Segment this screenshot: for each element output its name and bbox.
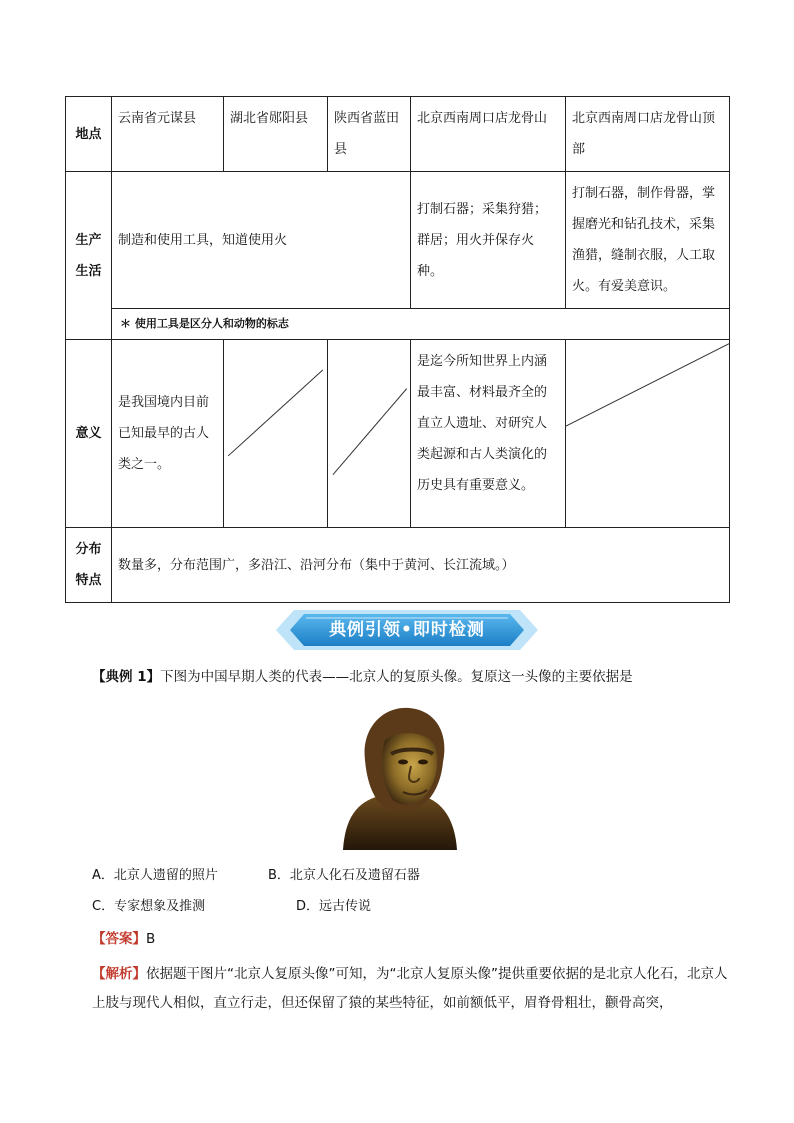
banner-title: 典例引领•即时检测 <box>329 620 485 640</box>
significance-row <box>66 340 730 528</box>
option-c: C．专家想象及推测 <box>92 899 206 914</box>
answer-value: B <box>146 931 156 947</box>
location-header: 地点 <box>66 97 112 172</box>
answer-tag: 【答案】 <box>92 931 146 947</box>
location-upper-cave: 北京西南周口店龙骨山顶部 <box>566 97 730 172</box>
tool-use-note: ＊ 使用工具是区分人和动物的标志 <box>112 309 730 340</box>
question-tag: 【典例 1】 <box>92 669 161 685</box>
location-zhoukoudian: 北京西南周口店龙骨山 <box>411 97 566 172</box>
early-humans-table <box>65 96 730 603</box>
location-lantian: 陕西省蓝田县 <box>328 97 411 172</box>
option-b: B．北京人化石及遗留石器 <box>268 868 420 883</box>
empty-slash-cell <box>566 340 730 528</box>
option-d: D．远古传说 <box>296 899 372 914</box>
life-header: 生产生活 <box>66 172 112 340</box>
analysis-tag: 【解析】 <box>92 966 146 982</box>
location-yuanmou: 云南省元谋县 <box>112 97 224 172</box>
life-row <box>66 172 730 309</box>
empty-slash-cell <box>224 340 328 528</box>
option-a: A．北京人遗留的照片 <box>92 868 218 883</box>
analysis-paragraph <box>92 960 728 1018</box>
distribution-row <box>66 528 730 603</box>
life-upper-cave-cell: 打制石器，制作骨器，掌握磨光和钻孔技术，采集渔猎，缝制衣服，人工取火。有爱美意识。 <box>566 172 730 309</box>
question-text: 下图为中国早期人类的代表——北京人的复原头像。复原这一头像的主要依据是 <box>160 669 633 685</box>
significance-header: 意义 <box>66 340 112 528</box>
empty-slash-cell <box>328 340 411 528</box>
life-early-cell: 制造和使用工具，知道使用火 <box>112 172 411 309</box>
location-yunyang: 湖北省郧阳县 <box>224 97 328 172</box>
section-banner <box>276 608 538 652</box>
peking-man-bust-image <box>335 700 460 850</box>
answer-line <box>92 929 155 949</box>
note-row <box>66 309 730 340</box>
example-question <box>92 667 633 687</box>
significance-peking-cell: 是迄今所知世界上内涵最丰富、材料最齐全的直立人遗址、对研究人类起源和古人类演化的历史具有重要意义。 <box>411 340 566 528</box>
distribution-header: 分布特点 <box>66 528 112 603</box>
location-row <box>66 97 730 172</box>
significance-yuanmou-cell: 是我国境内目前已知最早的古人类之一。 <box>112 340 224 528</box>
life-peking-cell: 打制石器；采集狩猎；群居；用火并保存火种。 <box>411 172 566 309</box>
distribution-text: 数量多，分布范围广，多沿江、沿河分布（集中于黄河、长江流域。） <box>112 528 730 603</box>
analysis-text: 依据题干图片“北京人复原头像”可知，为“北京人复原头像”提供重要依据的是北京人化石，北京人上肢与现代人相似，直立行走，但还保留了猿的某些特征，如前额低平，眉脊骨粗壮，颧骨高突， <box>92 966 728 1011</box>
